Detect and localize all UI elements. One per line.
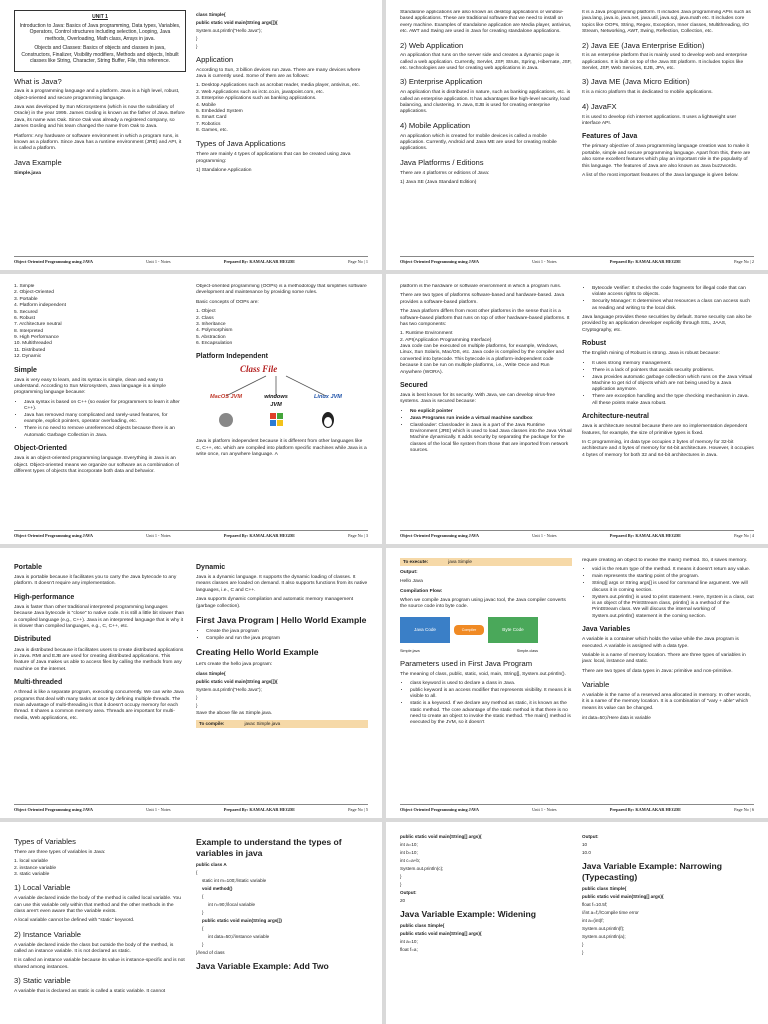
page-8-column-left bbox=[400, 832, 572, 1024]
code-line: public class Simple{ bbox=[582, 886, 627, 892]
code-line: } bbox=[202, 910, 204, 916]
list-item: 9. High Performance bbox=[14, 335, 59, 340]
list-item: • public keyword is an access modifier that represents visibility. It means it is visible to all. bbox=[410, 688, 572, 701]
code-line: System.out.println(f); bbox=[582, 926, 625, 932]
oop-concepts-list bbox=[196, 309, 368, 347]
code-line: } bbox=[582, 942, 584, 948]
paragraph: Java is faster than other traditional interpreted programming languages because Java bytecode is "close" to native code. It is still a little bit slower than a compiled language (e.g., C++). Java is an interpreted language that is why it is slower than compiled languages, e.g., C, C++, etc. bbox=[14, 604, 185, 630]
page-1-column-right bbox=[196, 10, 368, 246]
bullet-list bbox=[592, 286, 754, 312]
list-item: 5. Embedded System bbox=[196, 108, 243, 114]
apple-logo-icon bbox=[219, 413, 233, 427]
code-line: public class A bbox=[196, 862, 227, 868]
paragraph: An application that runs on the server side and creates a dynamic page is called a web application. Currently, Servlet, JSP, Struts, Spring, Hibernate, JSF, etc. technologies are used for creating web applications in Java. bbox=[400, 53, 572, 72]
list-item: 1. Runtime Environment bbox=[400, 331, 453, 337]
paragraph: A variable that is declared as static is called a static variable. It cannot bbox=[14, 988, 166, 994]
paragraph: A local variable cannot be defined with "static" keyword. bbox=[14, 918, 135, 924]
paragraph: Java is portable because it facilitates you to carry the Java bytecode to any platform. It doesn't require any implementation. bbox=[14, 575, 177, 587]
code-line: public static void main(String[] args){ bbox=[400, 834, 482, 839]
paragraph: There are three types of variables in Java: bbox=[14, 849, 106, 855]
paragraph: Java is a programming language and a platform. Java is a high level, robust, object-oriented and secure programming language. bbox=[14, 89, 180, 101]
output-label: Output: bbox=[400, 569, 418, 575]
footer-prepared: Prepared By: KAMALAKAR HEGDE bbox=[223, 807, 296, 813]
list-item: 10. Multithreaded bbox=[14, 341, 52, 347]
page-3-column-left bbox=[14, 284, 186, 520]
list-item: 8. Games, etc. bbox=[196, 128, 228, 134]
heading-high-performance: High-performance bbox=[14, 593, 75, 601]
heading-java-ee: 2) Java EE (Java Enterprise Edition) bbox=[582, 40, 705, 50]
code-line: } bbox=[196, 35, 198, 41]
code-line: class Simple{ bbox=[196, 12, 226, 17]
code-line: int a=10; bbox=[400, 841, 418, 847]
page-8-column-right bbox=[582, 832, 754, 1024]
footer-course: Object Oriented Programming using JAVA bbox=[400, 259, 480, 265]
code-line: 10 bbox=[582, 841, 588, 847]
list-item: • class keyword is used to declare a class in Java. bbox=[410, 681, 572, 687]
heading-secured: Secured bbox=[400, 381, 428, 389]
footer-prepared: Prepared By: KAMALAKAR HEGDE bbox=[223, 259, 296, 265]
list-item: • Bytecode Verifier: It checks the code fragments for illegal code that can violate access rights to objects. bbox=[592, 286, 754, 299]
heading-java-platforms: Java Platforms / Editions bbox=[400, 157, 484, 167]
code-line: System.out.println("Hello Java"); bbox=[196, 686, 262, 692]
page-7-column-left bbox=[14, 832, 186, 1024]
list-item: • There is a lack of pointers that avoids security problems. bbox=[592, 368, 754, 374]
code-line: } bbox=[196, 702, 198, 708]
example-filename: Simple.java bbox=[14, 170, 41, 176]
code-line: } bbox=[202, 942, 204, 948]
document-page-6 bbox=[386, 548, 768, 818]
footer-course: Object Oriented Programming using JAVA bbox=[14, 533, 94, 539]
footer-unit: Unit 1 - Notes bbox=[146, 259, 171, 265]
paragraph: Java is very easy to learn, and its syntax is simple, clean and easy to understand. According to Sun Microsystem, Java language is a simple programming language because: bbox=[14, 377, 166, 396]
unit-objects: Objects and Classes: Basics of objects and classes in java, Constructors, Finalizer, Visibility modifiers, Methods and objects, Inbuilt classes like String, Character, String Buffer, File, this reference. bbox=[21, 45, 179, 64]
unit-summary-box bbox=[14, 10, 186, 72]
footer-unit: Unit 1 - Notes bbox=[532, 807, 557, 813]
footer-page-number: Page No | 2 bbox=[734, 259, 754, 265]
code-line: { bbox=[196, 870, 198, 876]
paragraph: In C programming, int data type occupies 2 bytes of memory for 32-bit architecture and 4 bytes of memory for 64-bit architecture. However, it occupies 4 bytes of memory for both 32 and 64-bit architectures in Java. bbox=[582, 439, 754, 458]
heading-application: Application bbox=[196, 54, 234, 64]
heading-web-application: 2) Web Application bbox=[400, 40, 464, 50]
code-line: { bbox=[202, 926, 204, 932]
compile-command: javac Simple.java bbox=[244, 721, 281, 727]
bullet-list bbox=[592, 567, 754, 620]
code-line: Output: bbox=[400, 889, 417, 895]
page-5-column-right bbox=[196, 558, 368, 794]
footer-prepared: Prepared By: KAMALAKAR HEGDE bbox=[609, 259, 682, 265]
page-6-column-right bbox=[582, 558, 754, 794]
list-item: • There is no need to remove unreferenced objects because there is an Automatic Garbage Collection in Java. bbox=[24, 426, 186, 439]
heading-java-variables: Java Variables bbox=[582, 626, 631, 634]
list-item: 6. Encapsulation bbox=[196, 341, 233, 346]
compile-label: To compile: bbox=[199, 721, 225, 727]
page-5-column-left bbox=[14, 558, 186, 794]
footer-unit: Unit 1 - Notes bbox=[532, 259, 557, 265]
page-3-column-right bbox=[196, 284, 368, 520]
list-item: 11. Distributed bbox=[14, 347, 46, 353]
page-footer bbox=[14, 804, 368, 813]
page-footer bbox=[14, 256, 368, 265]
code-line: float f=10.5f; bbox=[582, 902, 608, 908]
paragraph: The Java platform differs from most other platforms in the sense that it is a software-based platform that runs on top of other hardware-based platforms. It has two components: bbox=[400, 309, 570, 327]
code-line: int data=50;//instance variable bbox=[208, 934, 270, 940]
footer-unit: Unit 1 - Notes bbox=[146, 533, 171, 539]
platform-independence-figure bbox=[196, 364, 368, 436]
macos-jvm-label: MacOS JVM bbox=[209, 394, 243, 401]
list-item: 1. local variable bbox=[14, 859, 48, 865]
bullet-list bbox=[24, 400, 186, 439]
code-line: public class Simple{ bbox=[400, 922, 445, 928]
paragraph: Java is best known for its security. With Java, we can develop virus-free systems. Java is secured because: bbox=[400, 392, 556, 405]
heading-javafx: 4) JavaFX bbox=[582, 101, 617, 111]
paragraph: Variable is a name of memory location. There are three types of variables in java: local, instance and static. bbox=[582, 653, 746, 665]
paragraph: When we compile Java program using javac tool, the Java compiler converts the source code into byte code. bbox=[400, 598, 566, 610]
heading-local-variable: 1) Local Variable bbox=[14, 883, 71, 893]
list-item: 7. Architecture neutral bbox=[14, 322, 62, 328]
list-item: 6. Smart Card bbox=[196, 115, 227, 121]
paragraph: Java is architecture neutral because there are no implementation dependent features, for example, the size of primitive types is fixed. bbox=[582, 424, 748, 436]
list-item: • Security Manager: It determines what resources a class can access such as reading and writing to the local disk. bbox=[592, 299, 754, 312]
document-page-4 bbox=[386, 274, 768, 544]
paragraph: The primary objective of Java programming language creation was to make it portable, simple and secure programming language. Apart from this, there are also some excellent features which play an important role in the popularity of this language. The features of Java are also known as Java buzzwords. bbox=[582, 144, 751, 169]
heading-static-variable: 3) Static variable bbox=[14, 976, 71, 986]
compilation-flow-diagram bbox=[400, 617, 572, 643]
windows-logo-icon bbox=[270, 413, 276, 419]
byte-code-box: Byte Code bbox=[488, 617, 538, 643]
list-item: 5. Abstraction bbox=[196, 334, 226, 340]
heading-dynamic: Dynamic bbox=[196, 564, 226, 571]
document-page-2 bbox=[386, 0, 768, 270]
paragraph: According to Sun, 3 billion devices run Java. There are many devices where Java is currently used. Some of them are as follows: bbox=[196, 67, 361, 80]
heading-distributed: Distributed bbox=[14, 636, 51, 644]
list-item: • There are exception handling and the type checking mechanism in Java. All these points make Java robust. bbox=[592, 394, 754, 407]
paragraph: There are two types of data types in Java: primitive and non-primitive. bbox=[582, 668, 733, 674]
footer-unit: Unit 1 - Notes bbox=[146, 807, 171, 813]
code-line: System.out.println(c); bbox=[400, 865, 444, 871]
paragraph: An application which is created for mobile devices is called a mobile application. Currently, Android and Java ME are used for creating mobile applications. bbox=[400, 133, 557, 152]
list-item: 4. Platform independent bbox=[14, 303, 66, 309]
paragraph: Java is distributed because it facilitates users to create distributed applications in Java. RMI and EJB are used for creating distributed applications. This feature of Java makes us able to access files by calling the methods from any machine on the internet. bbox=[14, 647, 184, 672]
paragraph: Standalone applications are also known as desktop applications or window-based applications. These are traditional software that we need to install on every machine. Examples of standalone application are Media player, antivirus, etc. AWT and Swing are used in Java for creating standalone applications. bbox=[400, 10, 572, 35]
paragraph: A thread is like a separate program, executing concurrently. We can write Java programs that deal with many tasks at once by defining multiple threads. The main advantage of multi-threading is that it doesn't occupy memory for each thread. It shares a common memory area. Threads are important for multi-media, Web applications, etc. bbox=[14, 690, 184, 721]
heading-widening: Java Variable Example: Widening bbox=[400, 908, 537, 919]
list-item: • Java has removed many complicated and rarely-used features, for example, explicit pointers, operator overloading, etc. bbox=[24, 413, 186, 426]
page-6-column-left bbox=[400, 558, 572, 794]
list-item: • String[] args or String args[] is used for command line argument. We will discuss it in coming section. bbox=[592, 581, 754, 594]
code-line: } bbox=[400, 873, 402, 879]
heading-architecture-neutral: Architecture-neutral bbox=[582, 413, 649, 421]
code-line: 20 bbox=[400, 897, 406, 903]
footer-course: Object Oriented Programming using JAVA bbox=[400, 807, 480, 813]
code-line: void method() bbox=[202, 886, 233, 892]
flow-captions bbox=[400, 649, 538, 654]
code-line: Output: bbox=[582, 834, 599, 839]
document-page-5 bbox=[0, 548, 382, 818]
paragraph: The meaning of class, public, static, void, main, String[], System.out.println(). bbox=[400, 671, 566, 677]
list-item: 2. Class bbox=[196, 315, 214, 321]
list-item: • It uses strong memory management. bbox=[592, 361, 754, 367]
compilation-flow-label: Compilation Flow: bbox=[400, 588, 443, 594]
page-1-column-left bbox=[14, 10, 186, 246]
compiler-arrow: Compiler bbox=[454, 625, 484, 635]
list-item: 5. Secured bbox=[14, 309, 38, 315]
page-4-column-right bbox=[582, 284, 754, 520]
heading-creating-hello-world: Creating Hello World Example bbox=[196, 647, 319, 658]
paragraph: An application that is distributed in nature, such as banking applications, etc. is called an enterprise application. It has advantages like high-level security, load balancing, and clustering. In Java, EJB is used for creating enterprise applications. bbox=[400, 90, 571, 115]
list-item: 2. instance variable bbox=[14, 865, 57, 871]
list-item: 7. Robotics bbox=[196, 121, 221, 127]
unit-title: UNIT 1 bbox=[92, 14, 108, 20]
paragraph: Java is an object-oriented programming language. Everything in Java is an object. Object-oriented means we organize our software as a combination of different types of objects that incorporate both data and behavior. bbox=[14, 456, 180, 474]
heading-multi-threaded: Multi-threaded bbox=[14, 679, 63, 687]
paragraph: A variable is the name of a reserved area allocated in memory. In other words, it is a name of the memory location. It is a combination of "vary + able" which means its value can be changed. bbox=[582, 692, 751, 711]
page-4-column-left bbox=[400, 284, 572, 520]
page-footer bbox=[400, 804, 754, 813]
java-code-box: Java Code bbox=[400, 617, 450, 643]
heading-platform-independent: Platform Independent bbox=[196, 353, 268, 361]
list-item: 4. Mobile bbox=[196, 102, 216, 108]
heading-example-variable-types: Example to understand the types of variables in java bbox=[196, 837, 342, 859]
paragraph: It is a micro platform that is dedicated to mobile applications. bbox=[582, 90, 713, 96]
heading-types-of-applications: Types of Java Applications bbox=[196, 139, 286, 149]
code-line: } bbox=[582, 950, 584, 955]
code-line: int a=10; bbox=[400, 938, 418, 944]
execute-label: To execute: bbox=[403, 559, 429, 564]
paragraph: Java supports dynamic compilation and automatic memory management (garbage collection). bbox=[196, 597, 354, 609]
code-line: } bbox=[196, 694, 198, 700]
footer-page-number: Page No | 6 bbox=[734, 807, 754, 813]
list-item: 8. Interpreted bbox=[14, 328, 44, 334]
heading-enterprise-application: 3) Enterprise Application bbox=[400, 77, 483, 87]
page-7-column-right bbox=[196, 832, 368, 1024]
heading-mobile-application: 4) Mobile Application bbox=[400, 120, 471, 130]
list-item: 3. static variable bbox=[14, 871, 50, 877]
footer-page-number: Page No | 4 bbox=[734, 533, 754, 539]
bullet-list bbox=[592, 361, 754, 407]
heading-simple: Simple bbox=[14, 366, 37, 374]
list-item: 2. Web Applications such as irctc.co.in, javatpoint.com, etc. bbox=[196, 89, 324, 95]
paragraph: A variable is a container which holds the value while the Java program is executed. A variable is assigned with a data type. bbox=[582, 637, 739, 649]
code-line: int data=50;//Here data is variable bbox=[582, 715, 651, 721]
unit-intro: Introduction to Java: Basics of Java programming, Data types, Variables, Operators, Control structures including selection, Looping, Java methods, Overloading, Math class, Arrays in java. bbox=[19, 22, 181, 42]
list-item: 6. Robust bbox=[14, 315, 35, 321]
code-line: public static void main(String args[]) bbox=[202, 918, 282, 924]
page-2-column-left bbox=[400, 10, 572, 246]
heading-features-of-java: Features of Java bbox=[582, 133, 638, 141]
heading-java-me: 3) Java ME (Java Micro Edition) bbox=[582, 77, 690, 87]
footer-prepared: Prepared By: KAMALAKAR HEGDE bbox=[223, 533, 296, 539]
code-line: System.out.println(a); bbox=[582, 934, 626, 940]
code-line: System.out.println("Hello Java"); bbox=[196, 27, 262, 33]
code-line: int n=90;//local variable bbox=[208, 902, 256, 908]
document-page-8 bbox=[386, 822, 768, 1024]
heading-robust: Robust bbox=[582, 340, 607, 348]
list-item: • Classloader: Classloader in Java is a part of the Java Runtime Environment (JRE) which is used to load Java classes into the Java Virtual Machine dynamically. It adds security by separating the package for the classes of the local file system from those that are imported from network sources. bbox=[410, 423, 572, 455]
heading-first-java-program: First Java Program | Hello World Example bbox=[196, 614, 367, 625]
flow-caption-class: Simple.class bbox=[516, 648, 538, 653]
code-line: //int a=f;//Compile time error bbox=[582, 910, 639, 916]
list-item: 1. Object bbox=[196, 309, 216, 315]
code-line: } bbox=[400, 881, 402, 887]
paragraph: Save the above file as Simple.java. bbox=[196, 710, 273, 716]
page-2-column-right bbox=[582, 10, 754, 246]
list-item: • System.out.println() is used to print statement. Here, System is a class, out is an object of the PrintStream class, println() is a method of the PrintStream class. We will discuss the internal working of System.out.println() statement in the coming section. bbox=[592, 595, 754, 621]
paragraph: Java is platform independent because it is different from other languages like C, C++, etc. which are compiled into platform specific machines while Java is a write once, run anywhere language. A bbox=[196, 439, 367, 458]
heading-portable: Portable bbox=[14, 564, 43, 571]
code-line: class Simple{ bbox=[196, 671, 226, 677]
paragraph: There are two types of platforms software-based and hardware-based. Java provides a software-based platform. bbox=[400, 293, 565, 305]
list-item: • No explicit pointer bbox=[410, 409, 572, 415]
windows-jvm-label: windows JVM bbox=[264, 394, 288, 408]
linux-jvm-label: Linux JVM bbox=[314, 394, 342, 401]
heading-parameters: Parameters used in First Java Program bbox=[400, 658, 533, 668]
list-item: • main represents the starting point of the program. bbox=[592, 574, 754, 580]
paragraph: Java is a dynamic language. It supports the dynamic loading of classes. It means classes are loaded on demand. It also supports functions from its native languages, i.e., C and C++. bbox=[196, 575, 368, 593]
code-line: }//end of class bbox=[196, 950, 225, 955]
footer-course: Object Oriented Programming using JAVA bbox=[14, 259, 94, 265]
list-item: 4. Polymorphism bbox=[196, 328, 233, 334]
execute-command: java Simple bbox=[448, 559, 472, 564]
page-footer bbox=[400, 256, 754, 265]
heading-add-two-numbers: Java Variable Example: Add Two bbox=[196, 960, 329, 971]
code-line: } bbox=[196, 43, 198, 49]
list-item: 1. Simple bbox=[14, 284, 35, 289]
footer-page-number: Page No | 3 bbox=[348, 533, 368, 539]
code-line: public static void main(String args[]){ bbox=[196, 679, 278, 684]
application-list bbox=[196, 83, 368, 134]
paragraph: Basic concepts of OOPs are: bbox=[196, 299, 259, 305]
code-line: public static void main(String[] args){ bbox=[400, 930, 482, 936]
paragraph: There are mainly 4 types of applications that can be created using Java programming: bbox=[196, 152, 351, 164]
features-list bbox=[14, 284, 186, 361]
paragraph: Java was developed by Sun Microsystems (which is now the subsidiary of Oracle) in the year 1995. James Gosling is known as the father of Java. Before Java, its name was Oak. Since Oak was already a registered company, so James Gosling and his team changed the name from Oak to Java. bbox=[14, 105, 185, 130]
footer-course: Object Oriented Programming using JAVA bbox=[400, 533, 480, 539]
list-item: • static is a keyword. If we declare any method as static, it is known as the static method. The core advantage of the static method is that there is no need to create an object to invoke the static method. The main() method is executed by the JVM, so it doesn't bbox=[410, 701, 572, 727]
paragraph: platform is the hardware or software environment in which a program runs. bbox=[400, 284, 562, 289]
document-page-7 bbox=[0, 822, 382, 1024]
bullet-list bbox=[410, 681, 572, 727]
paragraph: Object-oriented programming (OOPs) is a methodology that simplifies software development and maintenance by providing some rules. bbox=[196, 284, 367, 296]
code-line: int a=(int)f; bbox=[582, 918, 604, 924]
paragraph: 1) Java SE (Java Standard Edition) bbox=[400, 180, 477, 186]
code-line: int b=10; bbox=[400, 849, 418, 855]
footer-prepared: Prepared By: KAMALAKAR HEGDE bbox=[609, 533, 682, 539]
list-item: • Java syntax is based on C++ (so easier for programmers to learn it after C++). bbox=[24, 400, 186, 413]
list-item: 2. Object-Oriented bbox=[14, 290, 54, 296]
footer-page-number: Page No | 5 bbox=[348, 807, 368, 813]
code-line: public static void main(String[] args){ bbox=[582, 894, 664, 900]
list-item: 3. Enterprise Applications such as banking applications. bbox=[196, 96, 317, 102]
heading-what-is-java: What is Java? bbox=[14, 76, 62, 86]
list-item: • void is the return type of the method. It means it doesn't return any value. bbox=[592, 567, 754, 573]
list-item: 2. API(Application Programming Interface) bbox=[400, 337, 492, 343]
paragraph: Java language provides these securities by default. Some security can also be provided by an application developer explicitly through SSL, JAAS, Cryptography, etc. bbox=[582, 315, 752, 333]
heading-instance-variable: 2) Instance Variable bbox=[14, 929, 81, 939]
list-item: • Java Programs run inside a virtual machine sandbox bbox=[410, 416, 572, 422]
footer-page-number: Page No | 1 bbox=[348, 259, 368, 265]
code-line: { bbox=[202, 894, 204, 900]
heading-narrowing: Java Variable Example: Narrowing (Typecasting) bbox=[582, 860, 722, 883]
paragraph: It is an enterprise platform that is mainly used to develop web and enterprise applications. It is built on top of the Java SE platform. It includes topics like Servlet, JSP, Web Services, EJB, JPA, etc. bbox=[582, 53, 748, 72]
paragraph: It is used to develop rich internet applications. It uses a lightweight user interface API. bbox=[582, 114, 737, 126]
footer-prepared: Prepared By: KAMALAKAR HEGDE bbox=[609, 807, 682, 813]
paragraph: It is called an instance variable because its value is instance-specific and is not shared among instances. bbox=[14, 958, 185, 970]
compile-command-box bbox=[196, 720, 368, 728]
paragraph: A variable declared inside the class but outside the body of the method, is called an instance variable. It is not declared as static. bbox=[14, 942, 174, 954]
heading-variable: Variable bbox=[582, 680, 610, 690]
flow-caption-source: Simple.java bbox=[400, 648, 420, 653]
paragraph: The English mining of Robust is strong. Java is robust because: bbox=[582, 351, 720, 357]
bullet-list bbox=[410, 409, 572, 455]
paragraph: 1) Standalone Application bbox=[196, 168, 252, 174]
code-line: public static void main(String args[]){ bbox=[196, 19, 278, 25]
paragraph: require creating an object to invoke the main() method. So, it saves memory. bbox=[582, 558, 748, 563]
heading-object-oriented: Object-Oriented bbox=[14, 445, 67, 453]
paragraph: It is a Java programming platform. It includes Java programming APIs such as java.lang, java.io, java.net, java.util, java.sql, java.math etc. It includes core topics like OOPs, String, Regex, Exception, Inner classes, Multithreading, I/O Stream, Networking, AWT, Swing, Reflection, Collection, etc. bbox=[582, 10, 751, 35]
heading-java-example: Java Example bbox=[14, 157, 62, 167]
code-line: float f=a; bbox=[400, 946, 418, 952]
class-file-label: Class File bbox=[240, 364, 278, 375]
code-line: 10.0 bbox=[582, 849, 591, 855]
paragraph: A variable declared inside the body of the method is called local variable. You can use this variable only within that method and the other methods in the class aren't even aware that the variable exists. bbox=[14, 896, 181, 914]
paragraph: There are 4 platforms or editions of Java: bbox=[400, 170, 490, 176]
bullet-list bbox=[206, 629, 368, 642]
document-page-3 bbox=[0, 274, 382, 544]
list-item: 3. Inheritance bbox=[196, 321, 226, 327]
list-item: • Java provides automatic garbage collection which runs on the Java Virtual Machine to get rid of objects which are not being used by a Java application anymore. bbox=[592, 375, 754, 394]
list-item: • Compile and run the java program bbox=[206, 636, 368, 642]
footer-unit: Unit 1 - Notes bbox=[532, 533, 557, 539]
page-footer bbox=[400, 530, 754, 539]
heading-types-of-variables: Types of Variables bbox=[14, 837, 76, 846]
paragraph: Platform: Any hardware or software environment in which a program runs, is known as a platform. Since Java has a runtime environment (JRE) and API, it is called a platform. bbox=[14, 133, 182, 152]
code-line: int c=a+b; bbox=[400, 857, 421, 863]
footer-course: Object Oriented Programming using JAVA bbox=[14, 807, 94, 813]
execute-command-box bbox=[400, 558, 572, 566]
output-value: Hello Java bbox=[400, 579, 423, 585]
document-page-1 bbox=[0, 0, 382, 270]
list-item: 1. Desktop Applications such as acrobat reader, media player, antivirus, etc. bbox=[196, 83, 360, 89]
list-item: 3. Portable bbox=[14, 296, 38, 302]
code-line: static int m=100;//static variable bbox=[202, 878, 267, 884]
list-item: 12. Dynamic bbox=[14, 354, 42, 360]
paragraph: Java code can be executed on multiple platforms, for example, Windows, Linux, Sun Solaris, Mac/OS, etc. Java code is compiled by the compiler and converted into bytecode. This bytecode is a platform-independent code because it can be run on multiple platforms, i.e., Write Once and Run Anywhere (WORA). bbox=[400, 344, 564, 375]
paragraph: Let's create the hello java program: bbox=[196, 661, 273, 667]
page-footer bbox=[14, 530, 368, 539]
paragraph: A list of the most important features of the Java language is given below. bbox=[582, 172, 739, 178]
list-item: • Create the java program bbox=[206, 629, 368, 635]
